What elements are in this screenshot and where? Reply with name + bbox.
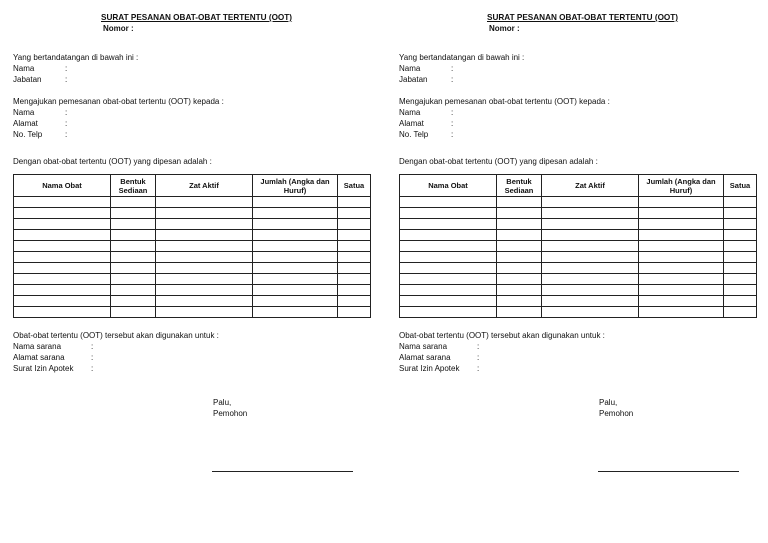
table-cell	[639, 252, 724, 263]
table-row	[400, 197, 757, 208]
table-header-row	[14, 175, 371, 197]
table-cell	[156, 296, 253, 307]
table-cell	[400, 263, 497, 274]
table-cell	[497, 252, 542, 263]
table-cell	[400, 252, 497, 263]
usage-surat-izin-colon: :	[477, 364, 480, 373]
table-cell	[156, 285, 253, 296]
undersigned-intro: Yang bertandatangan di bawah ini :	[13, 53, 139, 62]
table-cell	[253, 241, 338, 252]
table-cell	[14, 208, 111, 219]
nomor-label: Nomor :	[489, 24, 520, 33]
table-row	[400, 208, 757, 219]
header-bentuk-sediaan: Bentuk Sediaan	[111, 175, 156, 197]
table-row	[14, 230, 371, 241]
table-row	[14, 296, 371, 307]
signature-line	[212, 471, 353, 472]
table-cell	[156, 208, 253, 219]
table-cell	[253, 296, 338, 307]
table-cell	[497, 274, 542, 285]
table-cell	[156, 197, 253, 208]
table-row	[400, 274, 757, 285]
table-cell	[724, 263, 757, 274]
usage-nama-sarana-label: Nama sarana	[13, 342, 62, 351]
table-body	[14, 197, 371, 318]
table-cell	[724, 285, 757, 296]
table-cell	[497, 307, 542, 318]
table-cell	[639, 274, 724, 285]
supplier-telp-label: No. Telp	[13, 130, 43, 139]
form-title: SURAT PESANAN OBAT-OBAT TERTENTU (OOT)	[487, 13, 679, 22]
header-satuan: Satua	[724, 175, 757, 197]
table-body	[400, 197, 757, 318]
table-row	[400, 252, 757, 263]
table-cell	[497, 285, 542, 296]
header-nama-obat: Nama Obat	[14, 175, 111, 197]
table-cell	[497, 219, 542, 230]
table-cell	[14, 219, 111, 230]
table-cell	[156, 230, 253, 241]
table-row	[14, 307, 371, 318]
table-cell	[111, 307, 156, 318]
table-cell	[400, 307, 497, 318]
table-cell	[111, 285, 156, 296]
table-intro: Dengan obat-obat tertentu (OOT) yang dipesan adalah :	[399, 157, 598, 166]
usage-surat-izin-label: Surat Izin Apotek	[13, 364, 74, 373]
usage-nama-sarana-colon: :	[91, 342, 94, 351]
signature-city: Palu,	[599, 398, 618, 407]
table-cell	[253, 208, 338, 219]
supplier-telp-colon: :	[451, 130, 454, 139]
table-cell	[253, 197, 338, 208]
table-cell	[639, 208, 724, 219]
table-cell	[14, 230, 111, 241]
table-cell	[497, 241, 542, 252]
table-row	[400, 307, 757, 318]
usage-surat-izin-label: Surat Izin Apotek	[399, 364, 460, 373]
table-cell	[111, 230, 156, 241]
field-jabatan-colon: :	[451, 75, 454, 84]
table-cell	[400, 285, 497, 296]
table-row	[400, 241, 757, 252]
table-cell	[253, 307, 338, 318]
table-cell	[111, 197, 156, 208]
table-cell	[156, 252, 253, 263]
table-cell	[542, 274, 639, 285]
table-cell	[14, 296, 111, 307]
supplier-telp-colon: :	[65, 130, 68, 139]
table-cell	[111, 296, 156, 307]
table-cell	[14, 274, 111, 285]
table-cell	[542, 219, 639, 230]
table-cell	[253, 263, 338, 274]
table-cell	[338, 307, 371, 318]
signature-role: Pemohon	[599, 409, 634, 418]
usage-alamat-sarana-colon: :	[477, 353, 480, 362]
table-cell	[111, 274, 156, 285]
table-cell	[338, 197, 371, 208]
usage-alamat-sarana-label: Alamat sarana	[399, 353, 451, 362]
table-cell	[724, 197, 757, 208]
table-row	[14, 241, 371, 252]
table-cell	[253, 274, 338, 285]
table-cell	[724, 252, 757, 263]
table-cell	[724, 208, 757, 219]
table-cell	[14, 263, 111, 274]
table-row	[14, 274, 371, 285]
table-cell	[542, 230, 639, 241]
table-row	[400, 219, 757, 230]
usage-nama-sarana-colon: :	[477, 342, 480, 351]
table-cell	[639, 263, 724, 274]
table-cell	[724, 230, 757, 241]
supplier-nama-label: Nama	[399, 108, 421, 117]
table-cell	[156, 307, 253, 318]
table-cell	[14, 307, 111, 318]
table-row	[14, 263, 371, 274]
table-cell	[639, 241, 724, 252]
usage-nama-sarana-label: Nama sarana	[399, 342, 448, 351]
table-cell	[253, 285, 338, 296]
table-cell	[111, 219, 156, 230]
table-cell	[156, 263, 253, 274]
table-cell	[497, 208, 542, 219]
table-cell	[542, 285, 639, 296]
field-nama-label: Nama	[13, 64, 35, 73]
usage-alamat-sarana-label: Alamat sarana	[13, 353, 65, 362]
table-cell	[14, 252, 111, 263]
table-cell	[542, 241, 639, 252]
usage-surat-izin-colon: :	[91, 364, 94, 373]
table-row	[400, 285, 757, 296]
field-nama-label: Nama	[399, 64, 421, 73]
header-jumlah: Jumlah (Angka dan Huruf)	[639, 175, 724, 197]
supplier-nama-colon: :	[451, 108, 454, 117]
table-row	[14, 208, 371, 219]
table-cell	[639, 230, 724, 241]
table-cell	[156, 274, 253, 285]
table-cell	[724, 296, 757, 307]
header-bentuk-sediaan: Bentuk Sediaan	[497, 175, 542, 197]
table-cell	[497, 197, 542, 208]
usage-intro: Obat-obat tertentu (OOT) tersebut akan digunakan untuk :	[13, 331, 219, 340]
table-cell	[253, 230, 338, 241]
table-cell	[639, 296, 724, 307]
table-cell	[724, 274, 757, 285]
table-cell	[400, 219, 497, 230]
table-row	[14, 197, 371, 208]
table-cell	[724, 219, 757, 230]
signature-line	[598, 471, 739, 472]
table-cell	[338, 263, 371, 274]
table-cell	[400, 296, 497, 307]
table-intro: Dengan obat-obat tertentu (OOT) yang dipesan adalah :	[13, 157, 212, 166]
table-cell	[542, 263, 639, 274]
table-cell	[400, 230, 497, 241]
supplier-nama-colon: :	[65, 108, 68, 117]
supplier-alamat-colon: :	[65, 119, 68, 128]
table-cell	[111, 208, 156, 219]
table-cell	[400, 274, 497, 285]
table-cell	[639, 219, 724, 230]
order-table	[399, 174, 757, 318]
supplier-alamat-label: Alamat	[13, 119, 38, 128]
table-cell	[156, 219, 253, 230]
table-cell	[542, 307, 639, 318]
table-row	[400, 263, 757, 274]
header-zat-aktif: Zat Aktif	[156, 175, 253, 197]
table-cell	[111, 241, 156, 252]
table-row	[400, 296, 757, 307]
table-row	[14, 252, 371, 263]
table-cell	[338, 252, 371, 263]
nomor-label: Nomor :	[103, 24, 134, 33]
field-nama-colon: :	[451, 64, 454, 73]
header-satuan: Satua	[338, 175, 371, 197]
header-zat-aktif: Zat Aktif	[542, 175, 639, 197]
table-cell	[724, 307, 757, 318]
field-jabatan-label: Jabatan	[13, 75, 42, 84]
table-cell	[111, 252, 156, 263]
table-cell	[338, 241, 371, 252]
table-cell	[14, 197, 111, 208]
table-cell	[639, 285, 724, 296]
table-cell	[724, 241, 757, 252]
signature-city: Palu,	[213, 398, 232, 407]
field-nama-colon: :	[65, 64, 68, 73]
supplier-telp-label: No. Telp	[399, 130, 429, 139]
table-cell	[14, 285, 111, 296]
field-jabatan-colon: :	[65, 75, 68, 84]
table-cell	[542, 252, 639, 263]
table-cell	[639, 197, 724, 208]
table-cell	[338, 230, 371, 241]
signature-role: Pemohon	[213, 409, 248, 418]
table-cell	[542, 208, 639, 219]
header-nama-obat: Nama Obat	[400, 175, 497, 197]
supplier-alamat-colon: :	[451, 119, 454, 128]
supplier-nama-label: Nama	[13, 108, 35, 117]
order-form-left	[13, 0, 383, 543]
table-cell	[639, 307, 724, 318]
table-cell	[338, 274, 371, 285]
table-cell	[338, 219, 371, 230]
table-cell	[400, 197, 497, 208]
table-row	[14, 285, 371, 296]
table-cell	[156, 241, 253, 252]
supplier-alamat-label: Alamat	[399, 119, 424, 128]
table-cell	[497, 230, 542, 241]
order-table	[13, 174, 371, 318]
table-cell	[338, 285, 371, 296]
table-cell	[542, 296, 639, 307]
undersigned-intro: Yang bertandatangan di bawah ini :	[399, 53, 525, 62]
table-cell	[400, 208, 497, 219]
table-cell	[400, 241, 497, 252]
table-cell	[111, 263, 156, 274]
table-row	[14, 219, 371, 230]
usage-intro: Obat-obat tertentu (OOT) tersebut akan digunakan untuk :	[399, 331, 605, 340]
usage-alamat-sarana-colon: :	[91, 353, 94, 362]
order-intro: Mengajukan pemesanan obat-obat tertentu (OOT) kepada :	[399, 97, 610, 106]
table-cell	[253, 252, 338, 263]
field-jabatan-label: Jabatan	[399, 75, 428, 84]
table-header-row	[400, 175, 757, 197]
table-cell	[338, 208, 371, 219]
order-form-right	[399, 0, 768, 543]
table-row	[400, 230, 757, 241]
header-jumlah: Jumlah (Angka dan Huruf)	[253, 175, 338, 197]
order-intro: Mengajukan pemesanan obat-obat tertentu (OOT) kepada :	[13, 97, 224, 106]
table-cell	[497, 296, 542, 307]
table-cell	[338, 296, 371, 307]
table-cell	[14, 241, 111, 252]
table-cell	[497, 263, 542, 274]
table-cell	[253, 219, 338, 230]
table-cell	[542, 197, 639, 208]
form-title: SURAT PESANAN OBAT-OBAT TERTENTU (OOT)	[101, 13, 293, 22]
